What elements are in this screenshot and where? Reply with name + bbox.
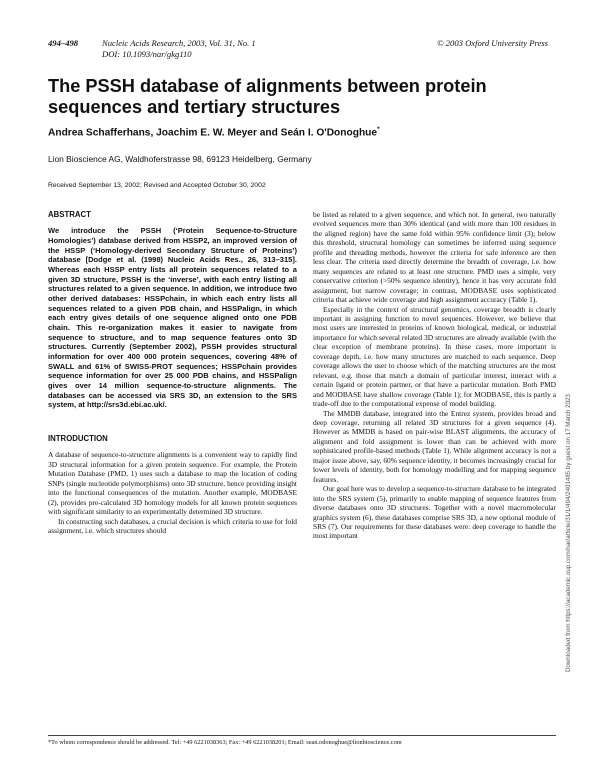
footnote-divider [48, 735, 556, 736]
author-names: Andrea Schafferhans, Joachim E. W. Meyer and Seán I. O'Donoghue [48, 127, 378, 139]
intro-paragraph: A database of sequence-to-structure alignments is a convenient way to rapidly find 3D structural information for a given protein sequence. For example, the Protein Mutation Database (PMD, 1) uses such a database to map the location of coding SNPs (single nucleotide polymorphisms) onto 3D structure, hence providing insight into the functional consequences of the mutation. Another example, MODBASE (2), provides pre-calculated 3D homology models for all known protein sequences with significant similarity to an experimentally determined 3D structure. [48, 450, 297, 517]
corresponding-author-mark: * [377, 126, 380, 133]
doi-line: DOI: 10.1093/nar/gkg110 [102, 49, 192, 59]
received-dates: Received September 13, 2002; Revised and Accepted October 30, 2002 [48, 182, 266, 189]
journal-citation [102, 38, 256, 60]
affiliation: Lion Bioscience AG, Waldhoferstrasse 98, 69123 Heidelberg, Germany [48, 154, 312, 164]
introduction-heading: INTRODUCTION [48, 433, 108, 443]
article-title: The PSSH database of alignments between protein sequences and tertiary structures [48, 76, 487, 117]
copyright-notice: © 2003 Oxford University Press [437, 38, 548, 48]
author-list [48, 126, 548, 138]
right-column [313, 210, 556, 541]
correspondence-footnote: *To whom correspondence should be addressed. Tel: +49 6221038363; Fax: +49 6221038201; Email: sean.odonoghue@lionbioscience.com [48, 739, 402, 746]
intro-paragraph: In constructing such databases, a crucial decision is which criteria to use for fold assignment, i.e. which structures should [48, 516, 297, 535]
body-paragraph: The MMDB database, integrated into the Entrez system, provides broad and deep coverage, returning all related 3D structures for a given sequence (4). However as MMDB is based on pair-wise BLAST alignments, the accuracy of alignment and fold assignment is lower than can be achieved with more sophisticated profile-based methods (Table 1). While alignment accuracy is not a major issue above, say, 60% sequence identity, it becomes increasingly crucial for lower levels of identity, both for homology modelling and for mapping sequence features. [313, 408, 556, 484]
download-watermark [562, 210, 576, 680]
running-header [48, 38, 552, 66]
body-paragraph: Especially in the context of structural genomics, coverage breadth is clearly important in assigning function to novel sequences. However, we believe that most users are interested in proteins of known biological, medical, or industrial importance for which several related 3D structures are already available (with the clear exception of membrane proteins). In these cases, more important is coverage depth, i.e. how many structures are matched to each sequence. Deep coverage allows the user to choose which of the matching structures are the most relevant, e.g. those that match a domain of particular interest, interact with a certain ligand or protein partner, or that have a particular mutation. Both PMD and MODBASE have shallow coverage (Table 1); for MODBASE, this is partly a trade-off due to the computational expense of model building. [313, 304, 556, 409]
abstract-text: We introduce the PSSH (‘Protein Sequence-to-Structure Homologies’) database derived from HSSP2, an improved version of the HSSP (‘Homology-derived Secondary Structure of Proteins’) database [Dodge et al. (1998) Nucleic Acids Res., 26, 313–315]. Whereas each HSSP entry lists all protein sequences related to a given 3D structure, PSSH is the ‘inverse’, with each entry listing all structures related to a given sequence. In addition, we introduce two other derived databases: HSSPchain, in which each entry lists all sequences related to a given PDB chain, and HSSPalign, in which each entry gives details of one sequence aligned onto one PDB chain. This re-organization makes it easier to navigate from sequence to structure, and to map sequence features onto 3D structures. Currently (September 2002), PSSH provides structural information for over 400 000 protein sequences, covering 48% of SWALL and 61% of SWISS-PROT sequences; HSSPchain provides sequence information for over 25 000 PDB chains, and HSSPalign gives over 14 million sequence-to-structure alignments. The databases can be accessed via SRS 3D, an extension to the SRS system, at http://srs3d.ebi.ac.uk/. [48, 226, 297, 410]
abstract-heading: ABSTRACT [48, 210, 91, 219]
body-paragraph: be listed as related to a given sequence, and which not. In general, two naturally evolved sequences more than 30% identical (and with more than 100 residues in the aligned region) have the same fold within 95% confidence limit (3); below this threshold, structural homology can sometimes be inferred using sequence profile and threading methods, however the criteria for safe inference are then less clear. The criteria used directly determine the breadth of coverage, i.e. how many sequences are related to at least one structure. PMD uses a simple, very conservative criterion (>50% sequence identity), hence it has very accurate fold assignment, but narrow coverage; in contrast, MODBASE uses sophisticated criteria that achieve wide coverage and high assignment accuracy (Table 1). [313, 210, 556, 305]
left-column [48, 210, 297, 535]
journal-line: Nucleic Acids Research, 2003, Vol. 31, No. 1 [102, 38, 256, 48]
body-paragraph: Our goal here was to develop a sequence-to-structure database to be integrated into the SRS system (5), primarily to enable mapping of sequence features from diverse databases onto 3D structures. Together with a novel macromolecular graphics system (6), these databases comprise SRS 3D, a new optional module of SRS (7). Our requirements for these databases were: deep coverage to handle the most important [313, 484, 556, 541]
page-range: 494–498 [48, 38, 79, 48]
download-watermark-text: Downloaded from https://academic.oup.com/nar/article/31/1/494/2401485 by guest on 17 March 2023 [565, 394, 572, 672]
